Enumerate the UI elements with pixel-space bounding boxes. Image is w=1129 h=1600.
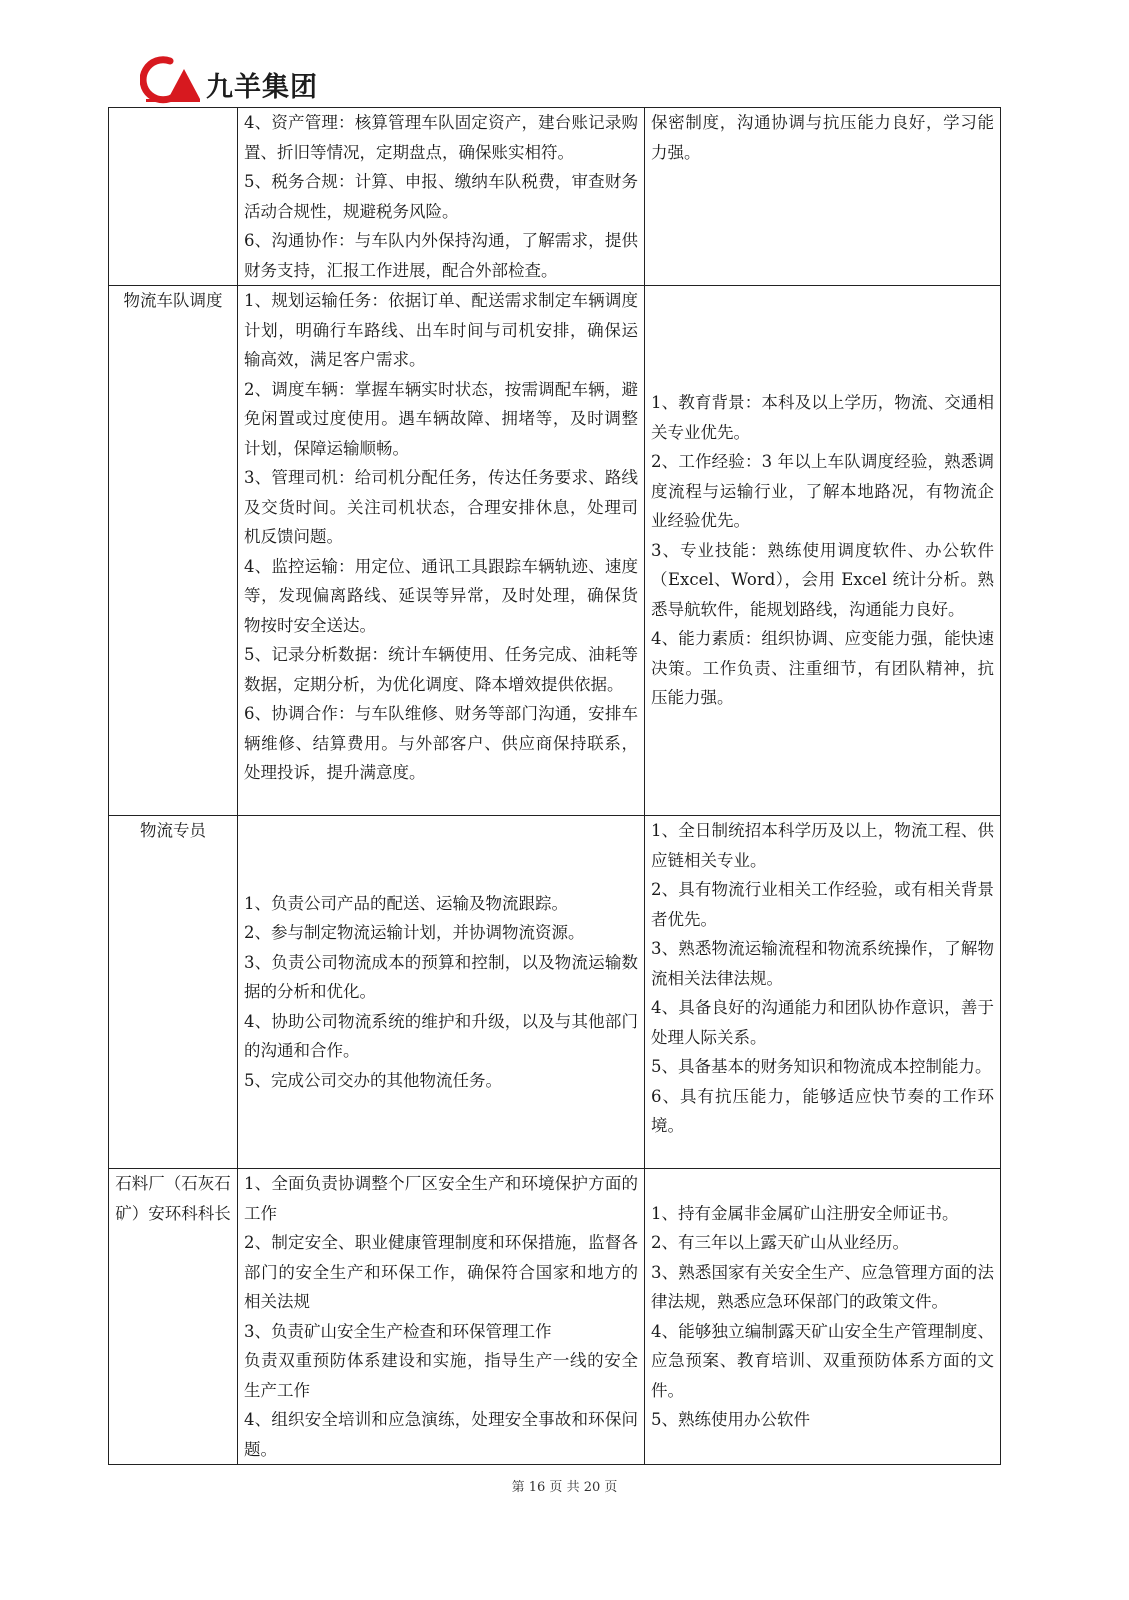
table-row xyxy=(109,1169,1001,1465)
requirement-item: 1、持有金属非金属矿山注册安全师证书。 xyxy=(651,1203,959,1223)
duty-item: 4、资产管理：核算管理车队固定资产，建台账记录购置、折旧等情况，定期盘点，确保账实相符。 xyxy=(244,113,638,162)
duty-item: 3、负责公司物流成本的预算和控制，以及物流运输数据的分析和优化。 xyxy=(244,952,638,1002)
duty-item: 负责双重预防体系建设和实施，指导生产一线的安全生产工作 xyxy=(244,1351,638,1400)
company-name: 九羊集团 xyxy=(206,72,318,103)
requirement-item: 3、熟悉物流运输流程和物流系统操作，了解物流相关法律法规。 xyxy=(651,939,994,988)
duty-item: 5、完成公司交办的其他物流任务。 xyxy=(244,1070,502,1090)
duty-item: 2、调度车辆：掌握车辆实时状态，按需调配车辆，避免闲置或过度使用。遇车辆故障、拥堵等，及时调整计划，保障运输顺畅。 xyxy=(244,379,638,458)
duty-item: 3、负责矿山安全生产检查和环保管理工作 xyxy=(244,1321,552,1341)
requirement-item: 4、具备良好的沟通能力和团队协作意识，善于处理人际关系。 xyxy=(651,998,994,1047)
requirements-cell xyxy=(645,1169,1001,1465)
duty-item: 6、协调合作：与车队维修、财务等部门沟通，安排车辆维修、结算费用。与外部客户、供应商保持联系，处理投诉，提升满意度。 xyxy=(244,704,638,782)
table-row xyxy=(109,816,1001,1169)
duty-item: 3、管理司机：给司机分配任务，传达任务要求、路线及交货时间。关注司机状态，合理安排休息，处理司机反馈问题。 xyxy=(244,468,638,546)
duties-cell xyxy=(238,286,645,816)
page-header xyxy=(140,55,1000,107)
requirement-item: 4、能够独立编制露天矿山安全生产管理制度、应急预案、教育培训、双重预防体系方面的文件。 xyxy=(651,1321,994,1400)
duty-item: 6、沟通协作：与车队内外保持沟通，了解需求，提供财务支持，汇报工作进展，配合外部检查。 xyxy=(244,231,638,280)
requirements-cell xyxy=(645,816,1001,1169)
duty-item: 5、税务合规：计算、申报、缴纳车队税费，审查财务活动合规性，规避税务风险。 xyxy=(244,172,638,221)
position-cell xyxy=(109,108,238,286)
duty-item: 1、规划运输任务：依据订单、配送需求制定车辆调度计划，明确行车路线、出车时间与司机安排，确保运输高效，满足客户需求。 xyxy=(244,291,638,369)
duty-item: 4、监控运输：用定位、通讯工具跟踪车辆轨迹、速度等，发现偏离路线、延误等异常，及时处理，确保货物按时安全送达。 xyxy=(244,556,638,635)
duty-item: 2、制定安全、职业健康管理制度和环保措施，监督各部门的安全生产和环保工作，确保符合国家和地方的相关法规 xyxy=(244,1233,638,1311)
requirement-item: 3、熟悉国家有关安全生产、应急管理方面的法律法规，熟悉应急环保部门的政策文件。 xyxy=(651,1262,994,1311)
position-cell: 物流专员 xyxy=(109,816,238,1169)
position-cell: 物流车队调度 xyxy=(109,286,238,816)
requirement-item: 2、有三年以上露天矿山从业经历。 xyxy=(651,1233,909,1252)
requirement-item: 1、教育背景：本科及以上学历，物流、交通相关专业优先。 xyxy=(651,393,994,442)
duties-cell xyxy=(238,816,645,1169)
requirements-cell xyxy=(645,286,1001,816)
jiuyang-logo-icon xyxy=(140,55,202,105)
job-table xyxy=(108,107,1001,1465)
table-row xyxy=(109,286,1001,816)
duties-cell xyxy=(238,108,645,286)
position-cell: 石料厂（石灰石矿）安环科科长 xyxy=(109,1169,238,1465)
duty-item: 1、负责公司产品的配送、运输及物流跟踪。 xyxy=(244,893,568,913)
duty-item: 5、记录分析数据：统计车辆使用、任务完成、油耗等数据，定期分析，为优化调度、降本增效提供依据。 xyxy=(244,645,638,694)
requirement-item: 4、能力素质：组织协调、应变能力强，能快速决策。工作负责、注重细节，有团队精神，抗压能力强。 xyxy=(651,629,994,708)
page-number: 第 16 页 共 20 页 xyxy=(511,1480,618,1495)
requirement-item: 3、专业技能：熟练使用调度软件、办公软件（Excel、Word），会用 Excel 统计分析。熟悉导航软件，能规划路线，沟通能力良好。 xyxy=(651,540,994,619)
requirement-item: 保密制度，沟通协调与抗压能力良好，学习能力强。 xyxy=(651,113,994,162)
requirement-item: 2、具有物流行业相关工作经验，或有相关背景者优先。 xyxy=(651,880,994,929)
requirement-item: 6、具有抗压能力，能够适应快节奏的工作环境。 xyxy=(651,1086,994,1135)
duty-item: 4、协助公司物流系统的维护和升级，以及与其他部门的沟通和合作。 xyxy=(244,1011,638,1061)
requirement-item: 2、工作经验：3 年以上车队调度经验，熟悉调度流程与运输行业，了解本地路况，有物流企业经验优先。 xyxy=(651,452,994,531)
requirement-item: 5、熟练使用办公软件 xyxy=(651,1410,810,1429)
requirements-cell xyxy=(645,108,1001,286)
duty-item: 2、参与制定物流运输计划，并协调物流资源。 xyxy=(244,923,585,943)
duty-item: 4、组织安全培训和应急演练，处理安全事故和环保问题。 xyxy=(244,1410,638,1459)
duties-cell xyxy=(238,1169,645,1465)
duty-item: 1、全面负责协调整个厂区安全生产和环境保护方面的工作 xyxy=(244,1174,638,1223)
requirement-item: 5、具备基本的财务知识和物流成本控制能力。 xyxy=(651,1057,992,1076)
requirement-item: 1、全日制统招本科学历及以上，物流工程、供应链相关专业。 xyxy=(651,821,994,870)
table-row xyxy=(109,108,1001,286)
